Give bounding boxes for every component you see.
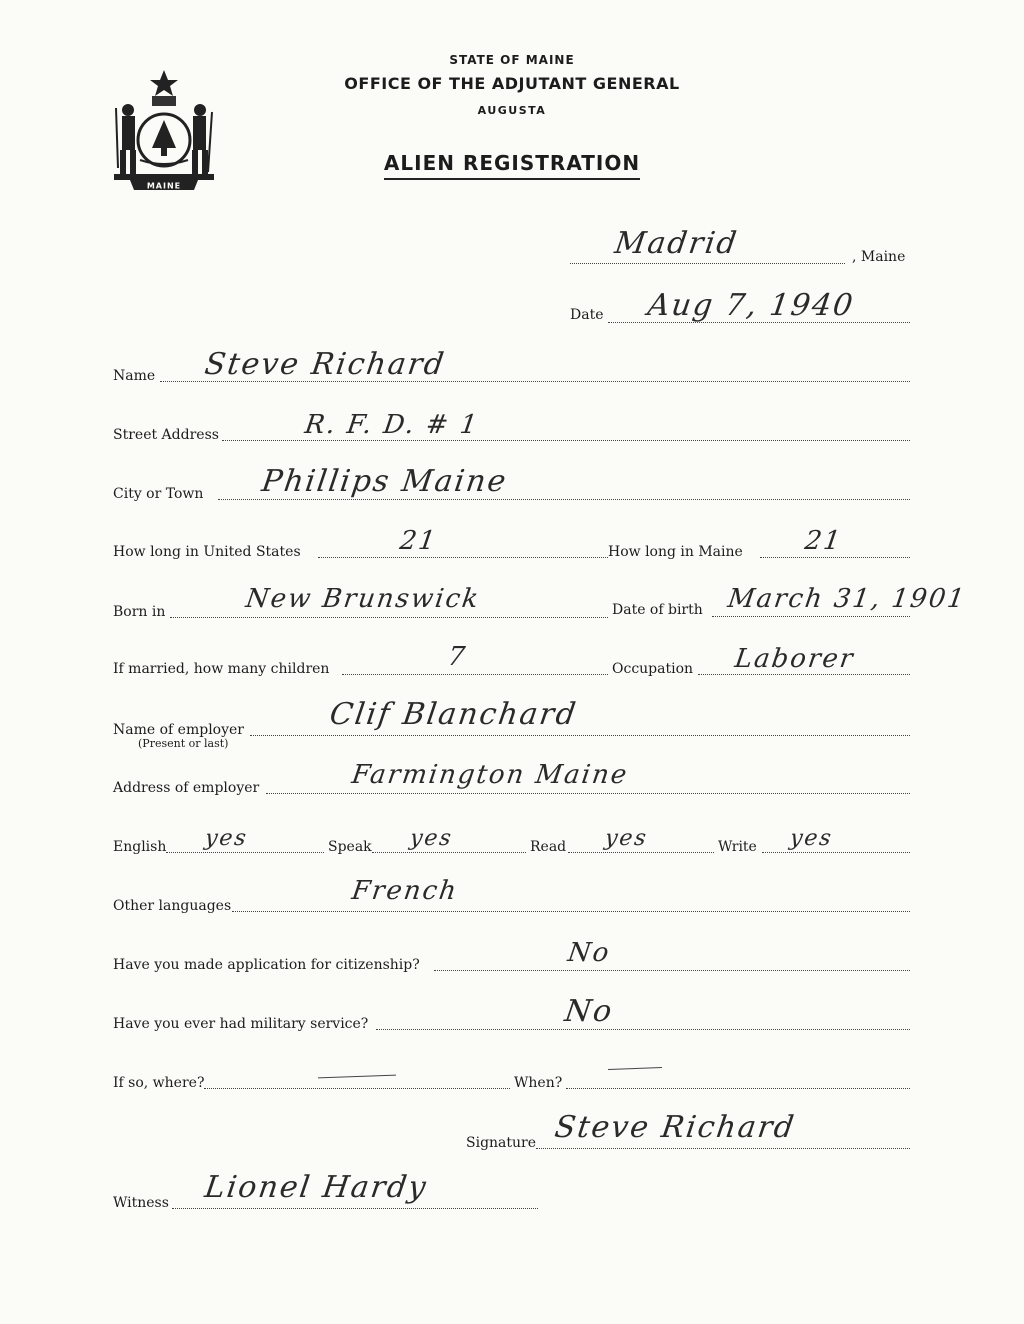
speak-line <box>372 852 526 853</box>
other-languages-value: French <box>349 876 461 906</box>
place-value: Madrid <box>612 226 741 261</box>
read-label: Read <box>530 839 567 855</box>
how-long-us-value: 21 <box>397 526 440 556</box>
if-so-where-label: If so, where? <box>113 1075 205 1091</box>
seal-label: MAINE <box>146 181 182 191</box>
read-line <box>568 852 714 853</box>
english-line <box>166 852 324 853</box>
witness-line <box>172 1208 538 1209</box>
children-line <box>342 674 608 675</box>
when-line <box>566 1088 910 1089</box>
speak-value: yes <box>408 826 455 851</box>
form-title <box>0 151 1024 175</box>
date-of-birth-value: March 31, 1901 <box>725 584 969 614</box>
employer-note: (Present or last) <box>138 737 229 750</box>
employer-line <box>250 735 910 736</box>
employer-address-label: Address of employer <box>113 780 260 796</box>
how-long-us-label: How long in United States <box>113 544 301 560</box>
children-value: 7 <box>445 642 469 672</box>
street-label: Street Address <box>113 427 219 443</box>
when-dash-mark <box>608 1067 662 1070</box>
date-of-birth-label: Date of birth <box>612 602 703 618</box>
date-value: Aug 7, 1940 <box>645 288 857 323</box>
read-value: yes <box>603 826 650 851</box>
military-value: No <box>562 994 616 1029</box>
english-label: English <box>113 839 167 855</box>
write-label: Write <box>718 839 757 855</box>
english-value: yes <box>203 826 250 851</box>
write-value: yes <box>788 826 835 851</box>
when-label: When? <box>514 1075 563 1091</box>
header-state: STATE OF MAINE <box>449 53 575 67</box>
children-label: If married, how many children <box>113 661 330 677</box>
how-long-us-line <box>318 557 608 558</box>
name-value: Steve Richard <box>202 347 448 382</box>
other-languages-label: Other languages <box>113 898 232 914</box>
employer-label: Name of employer <box>113 722 244 738</box>
occupation-line <box>698 674 910 675</box>
header-office: OFFICE OF THE ADJUTANT GENERAL <box>344 74 680 93</box>
born-in-value: New Brunswick <box>243 584 483 614</box>
city-value: Phillips Maine <box>259 464 510 499</box>
other-languages-line <box>232 911 910 912</box>
employer-value: Clif Blanchard <box>327 697 580 732</box>
citizenship-value: No <box>565 938 613 968</box>
if-so-where-line <box>204 1088 510 1089</box>
speak-label: Speak <box>328 839 372 855</box>
military-line <box>376 1029 910 1030</box>
witness-value: Lionel Hardy <box>202 1170 430 1205</box>
witness-label: Witness <box>113 1195 169 1211</box>
city-line <box>218 499 910 500</box>
how-long-maine-label: How long in Maine <box>608 544 743 560</box>
header-city: AUGUSTA <box>477 104 547 117</box>
employer-address-line <box>266 793 910 794</box>
occupation-value: Laborer <box>732 644 857 674</box>
born-in-line <box>170 617 608 618</box>
city-label: City or Town <box>113 486 204 502</box>
born-in-label: Born in <box>113 604 166 620</box>
signature-line <box>536 1148 910 1149</box>
date-of-birth-line <box>712 616 910 617</box>
street-line <box>222 440 910 441</box>
form-title-text: ALIEN REGISTRATION <box>384 151 640 180</box>
signature-value: Steve Richard <box>552 1110 798 1145</box>
maine-label: , Maine <box>852 249 906 265</box>
signature-label: Signature <box>466 1135 537 1151</box>
how-long-maine-line <box>760 557 910 558</box>
street-value: R. F. D. # 1 <box>302 410 481 440</box>
how-long-maine-value: 21 <box>802 526 845 556</box>
citizenship-label: Have you made application for citizenship? <box>113 957 420 973</box>
citizenship-line <box>434 970 910 971</box>
employer-address-value: Farmington Maine <box>349 760 631 790</box>
where-dash-mark <box>318 1075 396 1079</box>
occupation-label: Occupation <box>612 661 694 677</box>
place-line <box>570 263 845 264</box>
military-label: Have you ever had military service? <box>113 1016 369 1032</box>
name-label: Name <box>113 368 156 384</box>
write-line <box>762 852 910 853</box>
date-label: Date <box>570 307 604 323</box>
